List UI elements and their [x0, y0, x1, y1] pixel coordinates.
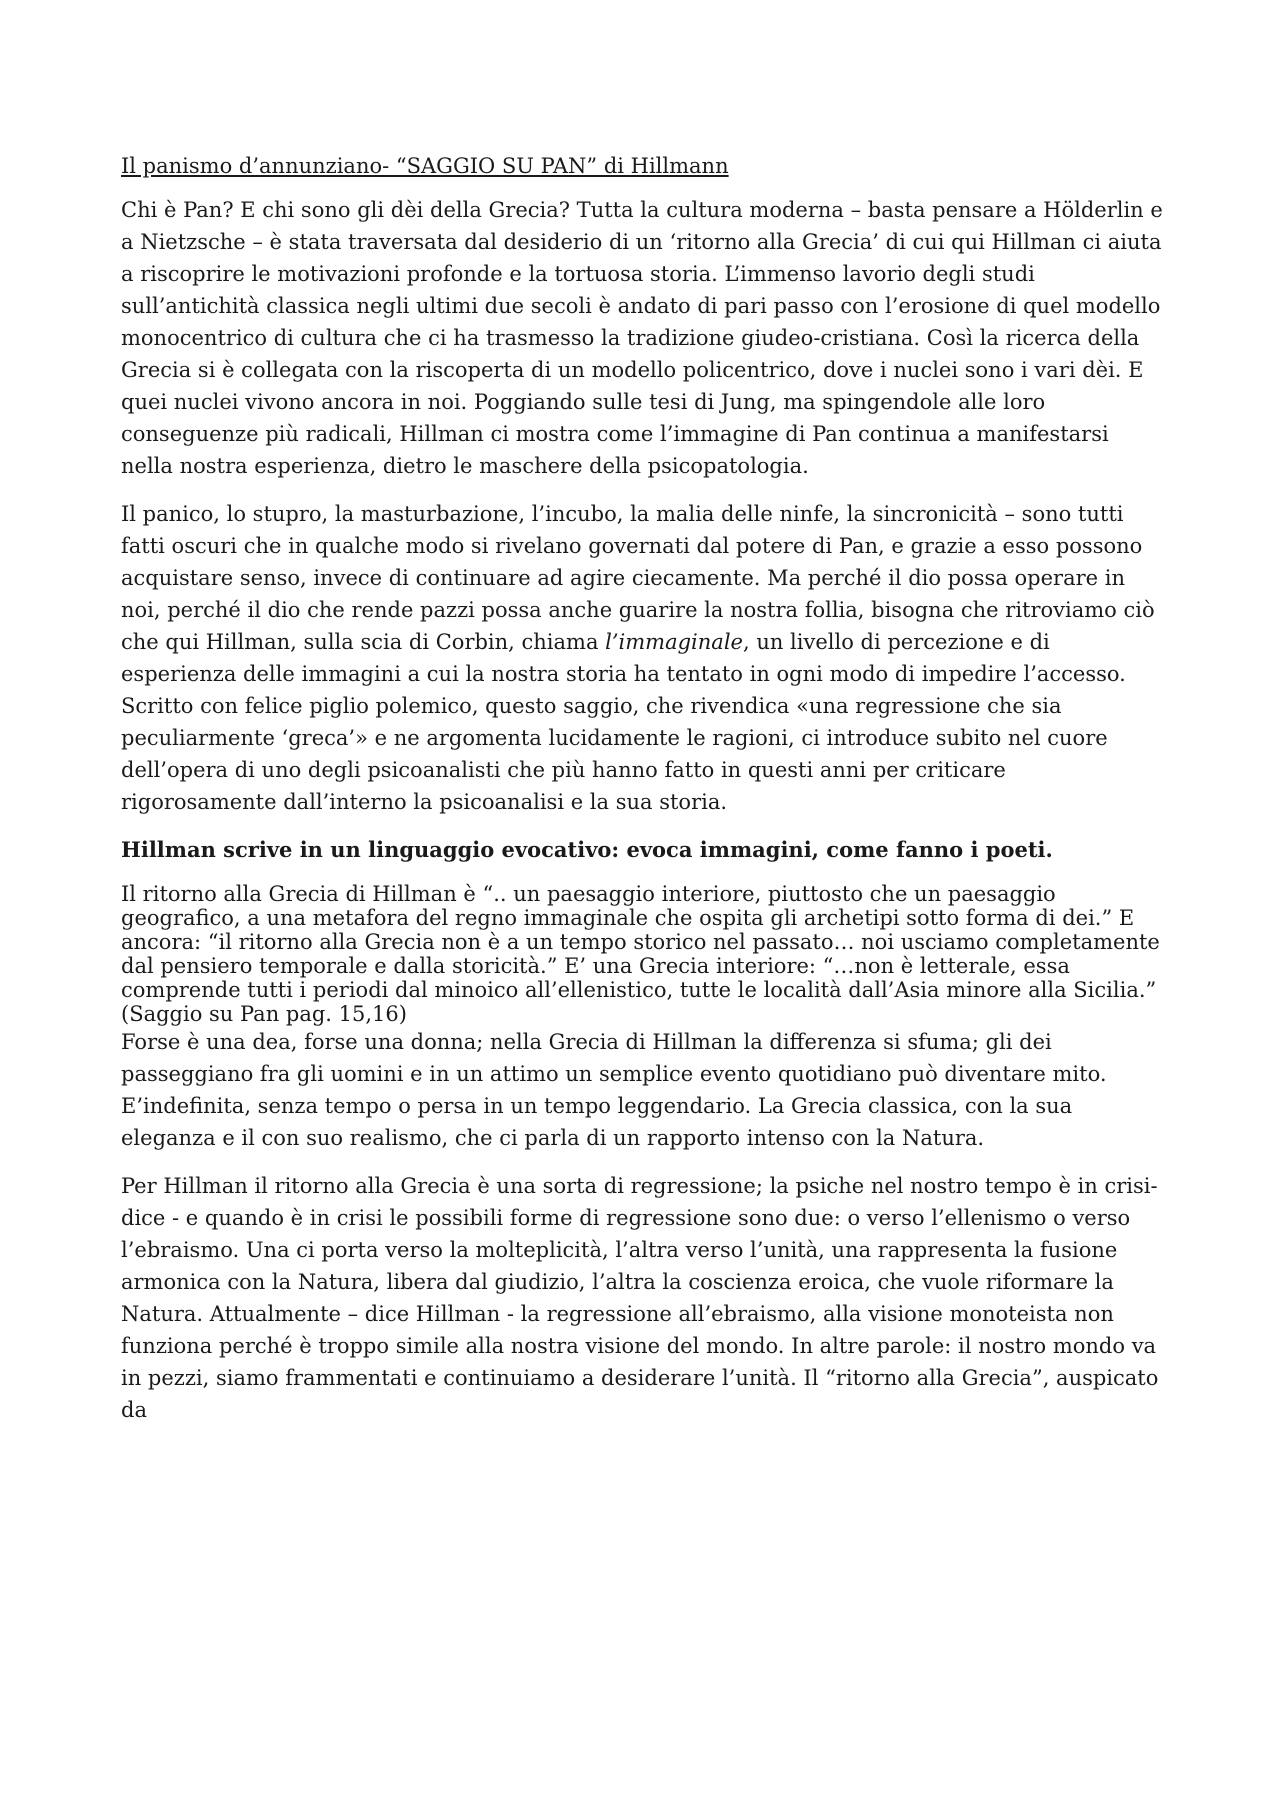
section-heading: Hillman scrive in un linguaggio evocativo: evoca immagini, come fanno i poeti. — [121, 837, 1053, 862]
paragraph-panico — [121, 498, 1166, 818]
paragraph-ritorno: Il ritorno alla Grecia di Hillman è “.. un paesaggio interiore, piuttosto che un paesaggio geografico, a una metafora del regno immaginale che ospita gli archetipi sotto forma di dei.” E ancora: “il ritorno alla Grecia non è a un tempo storico nel passato… noi usciamo completamente dal pensiero temporale e dalla storicità.” E’ una Grecia interiore: “…non è letterale, essa comprende tutti i periodi dal minoico all’ellenistico, tutte le località dall’Asia minore alla Sicilia.” (Saggio su Pan pag. 15,16) — [121, 882, 1160, 1026]
paragraph-panico-text-2: , un livello di percezione e di esperienza delle immagini a cui la nostra storia ha tentato in ogni modo di impedire l’accesso. Scritto con felice piglio polemico, questo saggio, che rivendica «una regressione che sia peculiarmente ‘greca’» e ne argomenta lucidamente le ragioni, ci introduce subito nel cuore dell’opera di uno degli psicoanalisti che più hanno fatto in questi anni per criticare rigorosamente dall’interno la psicoanalisi e la sua storia. — [121, 630, 1126, 814]
document-body — [121, 150, 1166, 1442]
paragraph-dea: Forse è una dea, forse una donna; nella Grecia di Hillman la differenza si sfuma; gli dei passeggiano fra gli uomini e in un attimo un semplice evento quotidiano può diventare mito. E’indefinita, senza tempo o persa in un tempo leggendario. La Grecia classica, con la sua eleganza e il con suo realismo, che ci parla di un rapporto intenso con la Natura. — [121, 1030, 1107, 1150]
paragraph-panico-emphasis: l’immaginale — [605, 630, 743, 654]
paragraph-panico-text-1: Il panico, lo stupro, la masturbazione, l’incubo, la malia delle ninfe, la sincronicità – sono tutti fatti oscuri che in qualche modo si rivelano governati dal potere di Pan, e grazie a esso possono acquistare senso, invece di continuare ad agire ciecamente. Ma perché il dio possa operare in noi, perché il dio che rende pazzi possa anche guarire la nostra follia, bisogna che ritroviamo ciò che qui Hillman, sulla scia di Corbin, chiama — [121, 502, 1155, 654]
paragraph-intro: Chi è Pan? E chi sono gli dèi della Grecia? Tutta la cultura moderna – basta pensare a Hölderlin e a Nietzsche – è stata traversata dal desiderio di un ‘ritorno alla Grecia’ di cui qui Hillman ci aiuta a riscoprire le motivazioni profonde e la tortuosa storia. L’immenso lavorio degli studi sull’antichità classica negli ultimi due secoli è andato di pari passo con l’erosione di quel modello monocentrico di cultura che ci ha trasmesso la tradizione giudeo-cristiana. Così la ricerca della Grecia si è collegata con la riscoperta di un modello policentrico, dove i nuclei sono i vari dèi. E quei nuclei vivono ancora in noi. Poggiando sulle tesi di Jung, ma spingendole alle loro conseguenze più radicali, Hillman ci mostra come l’immagine di Pan continua a manifestarsi nella nostra esperienza, dietro le maschere della psicopatologia. — [121, 198, 1163, 478]
document-title: Il panismo d’annunziano- “SAGGIO SU PAN” di Hillmann — [121, 154, 729, 178]
paragraph-regressione: Per Hillman il ritorno alla Grecia è una sorta di regressione; la psiche nel nostro tempo è in crisi- dice - e quando è in crisi le possibili forme di regressione sono due: o verso l’ellenismo o verso l’ebraismo. Una ci porta verso la molteplicità, l’altra verso l’unità, una rappresenta la fusione armonica con la Natura, libera dal giudizio, l’altra la coscienza eroica, che vuole riformare la Natura. Attualmente – dice Hillman - la regressione all’ebraismo, alla visione monoteista non funziona perché è troppo simile alla nostra visione del mondo. In altre parole: il nostro mondo va in pezzi, siamo frammentati e continuiamo a desiderare l’unità. Il “ritorno alla Grecia”, auspicato da — [121, 1174, 1159, 1422]
